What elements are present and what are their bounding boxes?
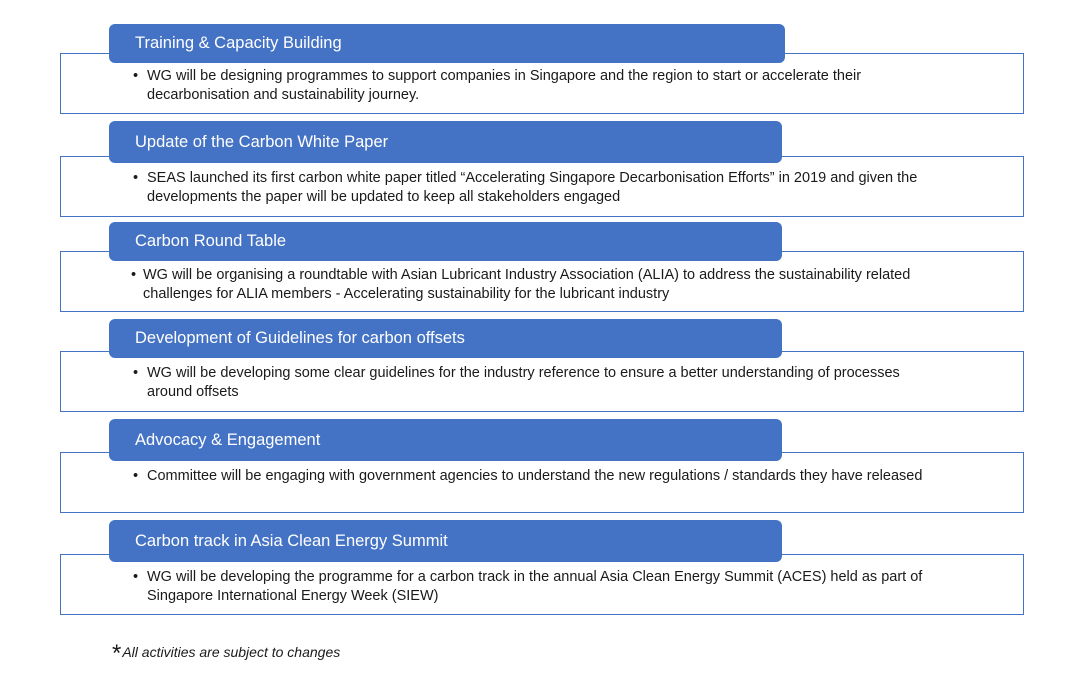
activity-title: Training & Capacity Building [135,34,342,52]
activity-bullet [131,266,961,304]
activity-title: Carbon Round Table [135,232,287,250]
activity-description: WG will be developing the programme for a carbon track in the annual Asia Clean Energy Summit (ACES) held as part of Singapore International Energy Week (SIEW) [147,569,923,604]
footnote [112,636,341,667]
activity-description: WG will be developing some clear guidelines for the industry reference to ensure a better understanding of processes around offsets [147,365,900,400]
activity-title: Carbon track in Asia Clean Energy Summit [135,532,448,550]
activity-header-training [109,24,785,63]
activity-description: WG will be designing programmes to support companies in Singapore and the region to start or accelerate their decarbonisation and sustainability journey. [147,68,862,103]
bullet-icon: • [133,170,139,186]
activity-bullet [133,467,951,486]
activity-header-aces [109,520,782,562]
activity-header-round-table [109,222,782,261]
bullet-icon: • [133,68,139,84]
bullet-icon: • [131,267,137,283]
activity-bullet [133,169,963,207]
bullet-icon: • [133,569,139,585]
activity-bullet [133,67,963,105]
activity-title: Update of the Carbon White Paper [135,133,389,151]
bullet-icon: • [133,468,139,484]
bullet-icon: • [133,365,139,381]
activity-title: Advocacy & Engagement [135,431,321,449]
footnote-asterisk: * [112,640,122,667]
activity-header-guidelines [109,319,782,358]
activity-bullet [133,364,923,402]
activity-description: WG will be organising a roundtable with Asian Lubricant Industry Association (ALIA) to address the sustainability related challenges for ALIA members - Accelerating sustainability for the lubricant industry [143,267,911,302]
activity-description: Committee will be engaging with government agencies to understand the new regulations / standards they have released [147,468,923,484]
activity-header-advocacy [109,419,782,461]
activity-bullet [133,568,963,606]
activity-title: Development of Guidelines for carbon offsets [135,329,465,347]
activity-header-white-paper [109,121,782,163]
footnote-text: All activities are subject to changes [122,644,341,660]
activity-description: SEAS launched its first carbon white paper titled “Accelerating Singapore Decarbonisation Efforts” in 2019 and given the developments the paper will be updated to keep all stakeholders engaged [147,170,918,205]
